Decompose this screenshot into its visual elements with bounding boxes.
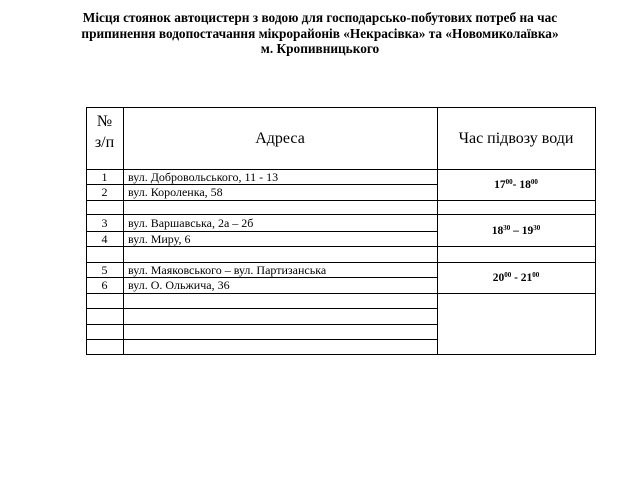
row-address: вул. Добровольського, 11 - 13 (128, 170, 279, 184)
header-num-symbol: № (96, 113, 113, 130)
row-address: вул. О. Ольжича, 36 (128, 278, 230, 292)
time-slot: $17^{00}-$ $18^{00}$ (494, 178, 538, 191)
row-divider (86, 200, 596, 201)
row-divider (86, 308, 438, 309)
row-divider (86, 214, 596, 215)
row-address: вул. Короленка, 58 (128, 185, 223, 199)
row-address: вул. Миру, 6 (128, 232, 191, 246)
row-divider (86, 246, 596, 247)
row-address: вул. Маяковського – вул. Партизанська (128, 263, 327, 277)
row-divider (86, 324, 438, 325)
table-border-right (595, 107, 596, 355)
row-address: вул. Варшавська, 2а – 2б (128, 216, 254, 230)
row-number: 4 (101, 232, 108, 246)
title-line-2: припинення водопостачання мікрорайонів «Некрасівка» та «Новомиколаївка» (81, 25, 559, 41)
header-time: Час підвозу води (458, 130, 574, 147)
document-title (0, 10, 640, 57)
row-number: 1 (101, 170, 108, 184)
time-slot: $18^{30} - 19^{30}$ (491, 224, 541, 237)
time-slot: $20^{00} - 21^{00}$ (492, 271, 540, 284)
header-address: Адреса (255, 130, 305, 147)
row-divider (86, 293, 596, 294)
row-number: 3 (101, 216, 108, 230)
row-number: 2 (101, 185, 108, 199)
row-number: 6 (101, 278, 108, 292)
title-line-3: м. Кропивницького (260, 41, 380, 56)
row-number: 5 (101, 263, 108, 277)
title-line-1: Місця стоянок автоцистерн з водою для господарсько-побутових потреб на час (82, 10, 558, 25)
header-num-label: з/п (94, 134, 115, 151)
schedule-table (86, 107, 596, 355)
table-border-bottom (86, 354, 596, 355)
header-num (86, 111, 123, 153)
row-divider (86, 339, 438, 340)
table-border-top (86, 107, 596, 108)
